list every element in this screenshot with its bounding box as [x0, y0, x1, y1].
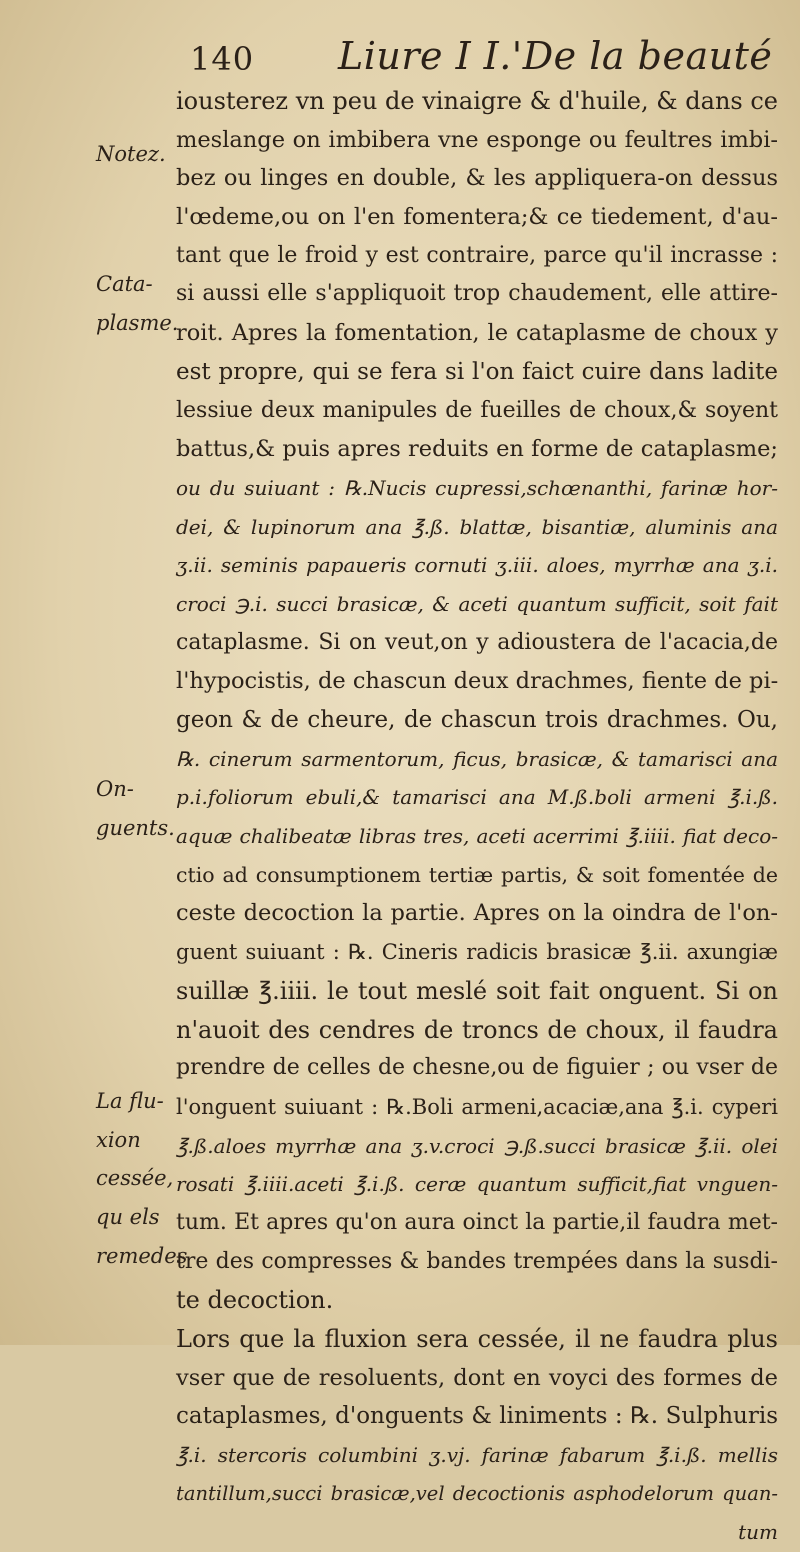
text-line: ℥.i. stercoris columbini ʒ.vj. farinæ fabarum ℥.i.ß. mellis — [176, 1443, 778, 1468]
margin-note-notez — [96, 135, 176, 174]
text-line: roit. Apres la fomentation, le cataplasme de choux y — [176, 320, 778, 347]
text-line: geon & de cheure, de chascun trois drachmes. Ou, — [176, 707, 778, 733]
text-line: est propre, qui se fera si l'on faict cuire dans ladite — [176, 358, 778, 385]
text-line: tre des compresses & bandes trempées dans la susdi- — [176, 1248, 778, 1274]
text-line: ʒ.ii. seminis papaueris cornuti ʒ.iii. aloes, myrrhæ ana ʒ.i. — [176, 553, 778, 578]
text-line: si aussi elle s'appliquoit trop chaudement, elle attire- — [176, 281, 778, 307]
text-line: n'auoit des cendres de troncs de choux, il faudra — [176, 1015, 778, 1044]
text-line: te decoction. — [176, 1286, 334, 1315]
text-line: tantillum,succi brasicæ,vel decoctionis asphodelorum quan- — [176, 1481, 778, 1505]
text-line: guent suiuant : ℞. Cineris radicis brasicæ ℥.ii. axungiæ — [176, 940, 778, 965]
text-line: Lors que la fluxion sera cessée, il ne faudra plus — [176, 1325, 778, 1353]
text-line: p.i.foliorum ebuli,& tamarisci ana M.ß.boli armeni ℥.i.ß. — [176, 785, 778, 810]
margin-note-cataplasme — [96, 265, 179, 342]
margin-note-line: qu els — [96, 1205, 160, 1230]
text-line: ℥.ß.aloes myrrhæ ana ʒ.v.croci ℈.ß.succi brasicæ ℥.ii. olei — [176, 1133, 778, 1158]
catchword: tum — [738, 1520, 778, 1545]
margin-note-line: plasme. — [96, 310, 179, 335]
margin-note-onguents — [96, 770, 176, 847]
text-line: ou du suiuant : ℞.Nucis cupressi,schœnanthi, farinæ hor- — [176, 475, 778, 500]
text-line: vser que de resoluents, dont en voyci des formes de — [176, 1364, 778, 1391]
margin-note-line: Notez. — [96, 142, 166, 166]
text-line: prendre de celles de chesne,ou de figuier ; ou vser de — [176, 1055, 778, 1081]
text-line: tant que le froid y est contraire, parce qu'il incrasse : — [176, 242, 778, 268]
text-line: tum. Et apres qu'on aura oinct la partie,il faudra met- — [176, 1209, 778, 1235]
text-line: dei, & lupinorum ana ℥.ß. blattæ, bisantiæ, aluminis ana — [176, 514, 778, 539]
margin-note-line: guents. — [96, 815, 175, 840]
margin-note-line: remedes — [96, 1243, 188, 1268]
text-line: suillæ ℥.iiii. le tout meslé soit fait onguent. Si on — [176, 976, 778, 1005]
body-text — [176, 82, 778, 1552]
text-line: bez ou linges en double, & les appliquera-on dessus — [176, 165, 778, 192]
text-line: cataplasme. Si on veut,on y adioustera de l'acacia,de — [176, 629, 778, 655]
text-line: l'onguent suiuant : ℞.Boli armeni,acaciæ,ana ℥.i. cyperi — [176, 1094, 778, 1119]
text-line: lessiue deux manipules de fueilles de choux,& soyent — [176, 397, 778, 423]
text-line: cataplasmes, d'onguents & liniments : ℞. Sulphuris — [176, 1403, 778, 1430]
margin-notes — [0, 0, 188, 1345]
text-line: rosati ℥.iiii.aceti ℥.i.ß. ceræ quantum sufficit,fiat vnguen- — [176, 1172, 778, 1197]
margin-note-line: xion — [96, 1127, 141, 1152]
running-title: Liure I I.'De la beauté — [338, 34, 773, 78]
text-line: croci ℈.i. succi brasicæ, & aceti quantum sufficit, soit fait — [176, 591, 778, 616]
margin-note-line: On- — [96, 777, 134, 801]
page-number: 140 — [190, 40, 255, 78]
margin-note-line: Cata- — [96, 272, 153, 296]
text-line: l'œdeme,ou on l'en fomentera;& ce tiedement, d'au- — [176, 204, 778, 231]
text-line: aquæ chalibeatæ libras tres, aceti acerrimi ℥.iiii. fiat deco- — [176, 824, 778, 849]
text-line: ℞. cinerum sarmentorum, ficus, brasicæ, & tamarisci ana — [176, 746, 778, 771]
text-line: meslange on imbibera vne esponge ou feultres imbi- — [176, 126, 778, 153]
text-line: ceste decoction la partie. Apres on la oindra de l'on- — [176, 900, 778, 927]
text-line: battus,& puis apres reduits en forme de cataplasme; — [176, 436, 778, 463]
text-line: l'hypocistis, de chascun deux drachmes, fiente de pi- — [176, 668, 779, 695]
text-line: iousterez vn peu de vinaigre & d'huile, & dans ce — [176, 87, 778, 115]
margin-note-fluxion — [96, 1082, 188, 1276]
margin-note-line: cessée, — [96, 1166, 174, 1191]
margin-note-line: La flu- — [96, 1089, 164, 1113]
text-line: ctio ad consumptionem tertiæ partis, & soit fomentée de — [176, 862, 778, 887]
